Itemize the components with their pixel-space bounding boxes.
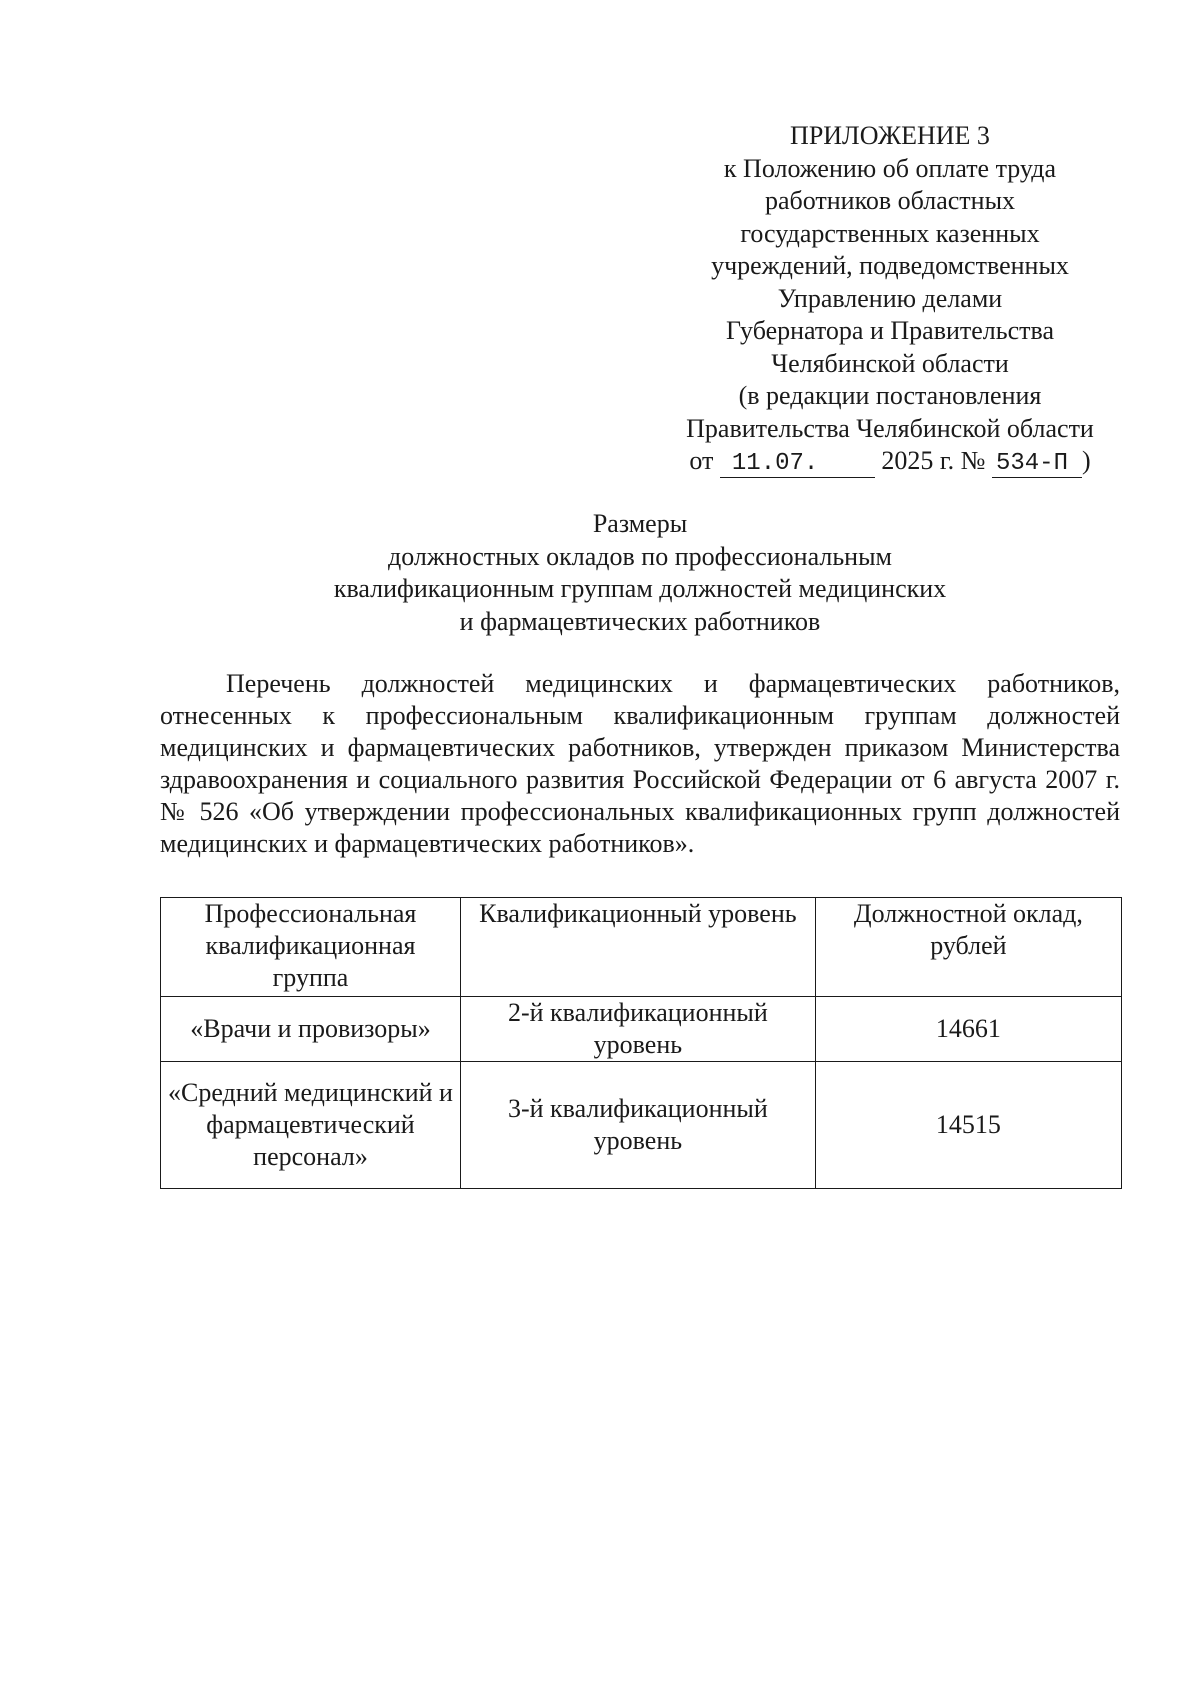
- cell-level: 3-й квалификационный уровень: [461, 1062, 816, 1189]
- cell-level: 2-й квалификационный уровень: [461, 997, 816, 1062]
- appendix-line: Правительства Челябинской области: [686, 413, 1094, 443]
- appendix-header: [660, 120, 1120, 478]
- body-paragraph: Перечень должностей медицинских и фармацевтических работников, отнесенных к профессиональным квалификационным группам должностей медицинских и фармацевтических работников, утвержден приказом Министерства здравоохранения и социального развития Российской Федерации от 6 августа 2007 г. № 526 «Об утверждении профессиональных квалификационных групп должностей медицинских и фармацевтических работников».: [160, 669, 1120, 858]
- appendix-line: работников областных: [764, 186, 1016, 215]
- closing-paren: ): [1081, 446, 1091, 475]
- cell-group: «Средний медицинский и фармацевтический персонал»: [161, 1062, 461, 1189]
- title-line: должностных окладов по профессиональным: [387, 541, 893, 571]
- table-header-row: [161, 898, 1122, 997]
- cell-salary: 14515: [815, 1062, 1121, 1189]
- date-field: 11.07.: [720, 451, 875, 478]
- title-line: квалификационным группам должностей медицинских: [333, 574, 947, 603]
- appendix-line: Управлению делами: [777, 283, 1003, 313]
- appendix-line: к Положению об оплате труда: [723, 153, 1057, 183]
- resolution-date-line: [660, 445, 1120, 478]
- date-prefix: от: [689, 446, 714, 475]
- appendix-line: государственных казенных: [740, 218, 1040, 248]
- table-row: [161, 997, 1122, 1062]
- header-group: Профессиональная квалификационная группа: [161, 898, 461, 997]
- appendix-line: (в редакции постановления: [738, 381, 1042, 410]
- cell-group: «Врачи и провизоры»: [161, 997, 461, 1062]
- appendix-line: Челябинской области: [771, 348, 1009, 378]
- header-salary: Должностной оклад, рублей: [815, 898, 1121, 997]
- document-title: [160, 508, 1120, 638]
- title-line: Размеры: [592, 509, 688, 538]
- cell-salary: 14661: [815, 997, 1121, 1062]
- title-line: и фармацевтических работников: [459, 606, 821, 636]
- year-text: 2025 г. №: [881, 446, 986, 475]
- appendix-title: ПРИЛОЖЕНИЕ 3: [790, 121, 990, 150]
- appendix-line: учреждений, подведомственных: [711, 251, 1069, 280]
- table-row: [161, 1062, 1122, 1189]
- salary-table: [160, 897, 1122, 1189]
- number-field: 534-П: [992, 451, 1082, 478]
- appendix-line: Губернатора и Правительства: [726, 316, 1054, 345]
- header-level: Квалификационный уровень: [461, 898, 816, 997]
